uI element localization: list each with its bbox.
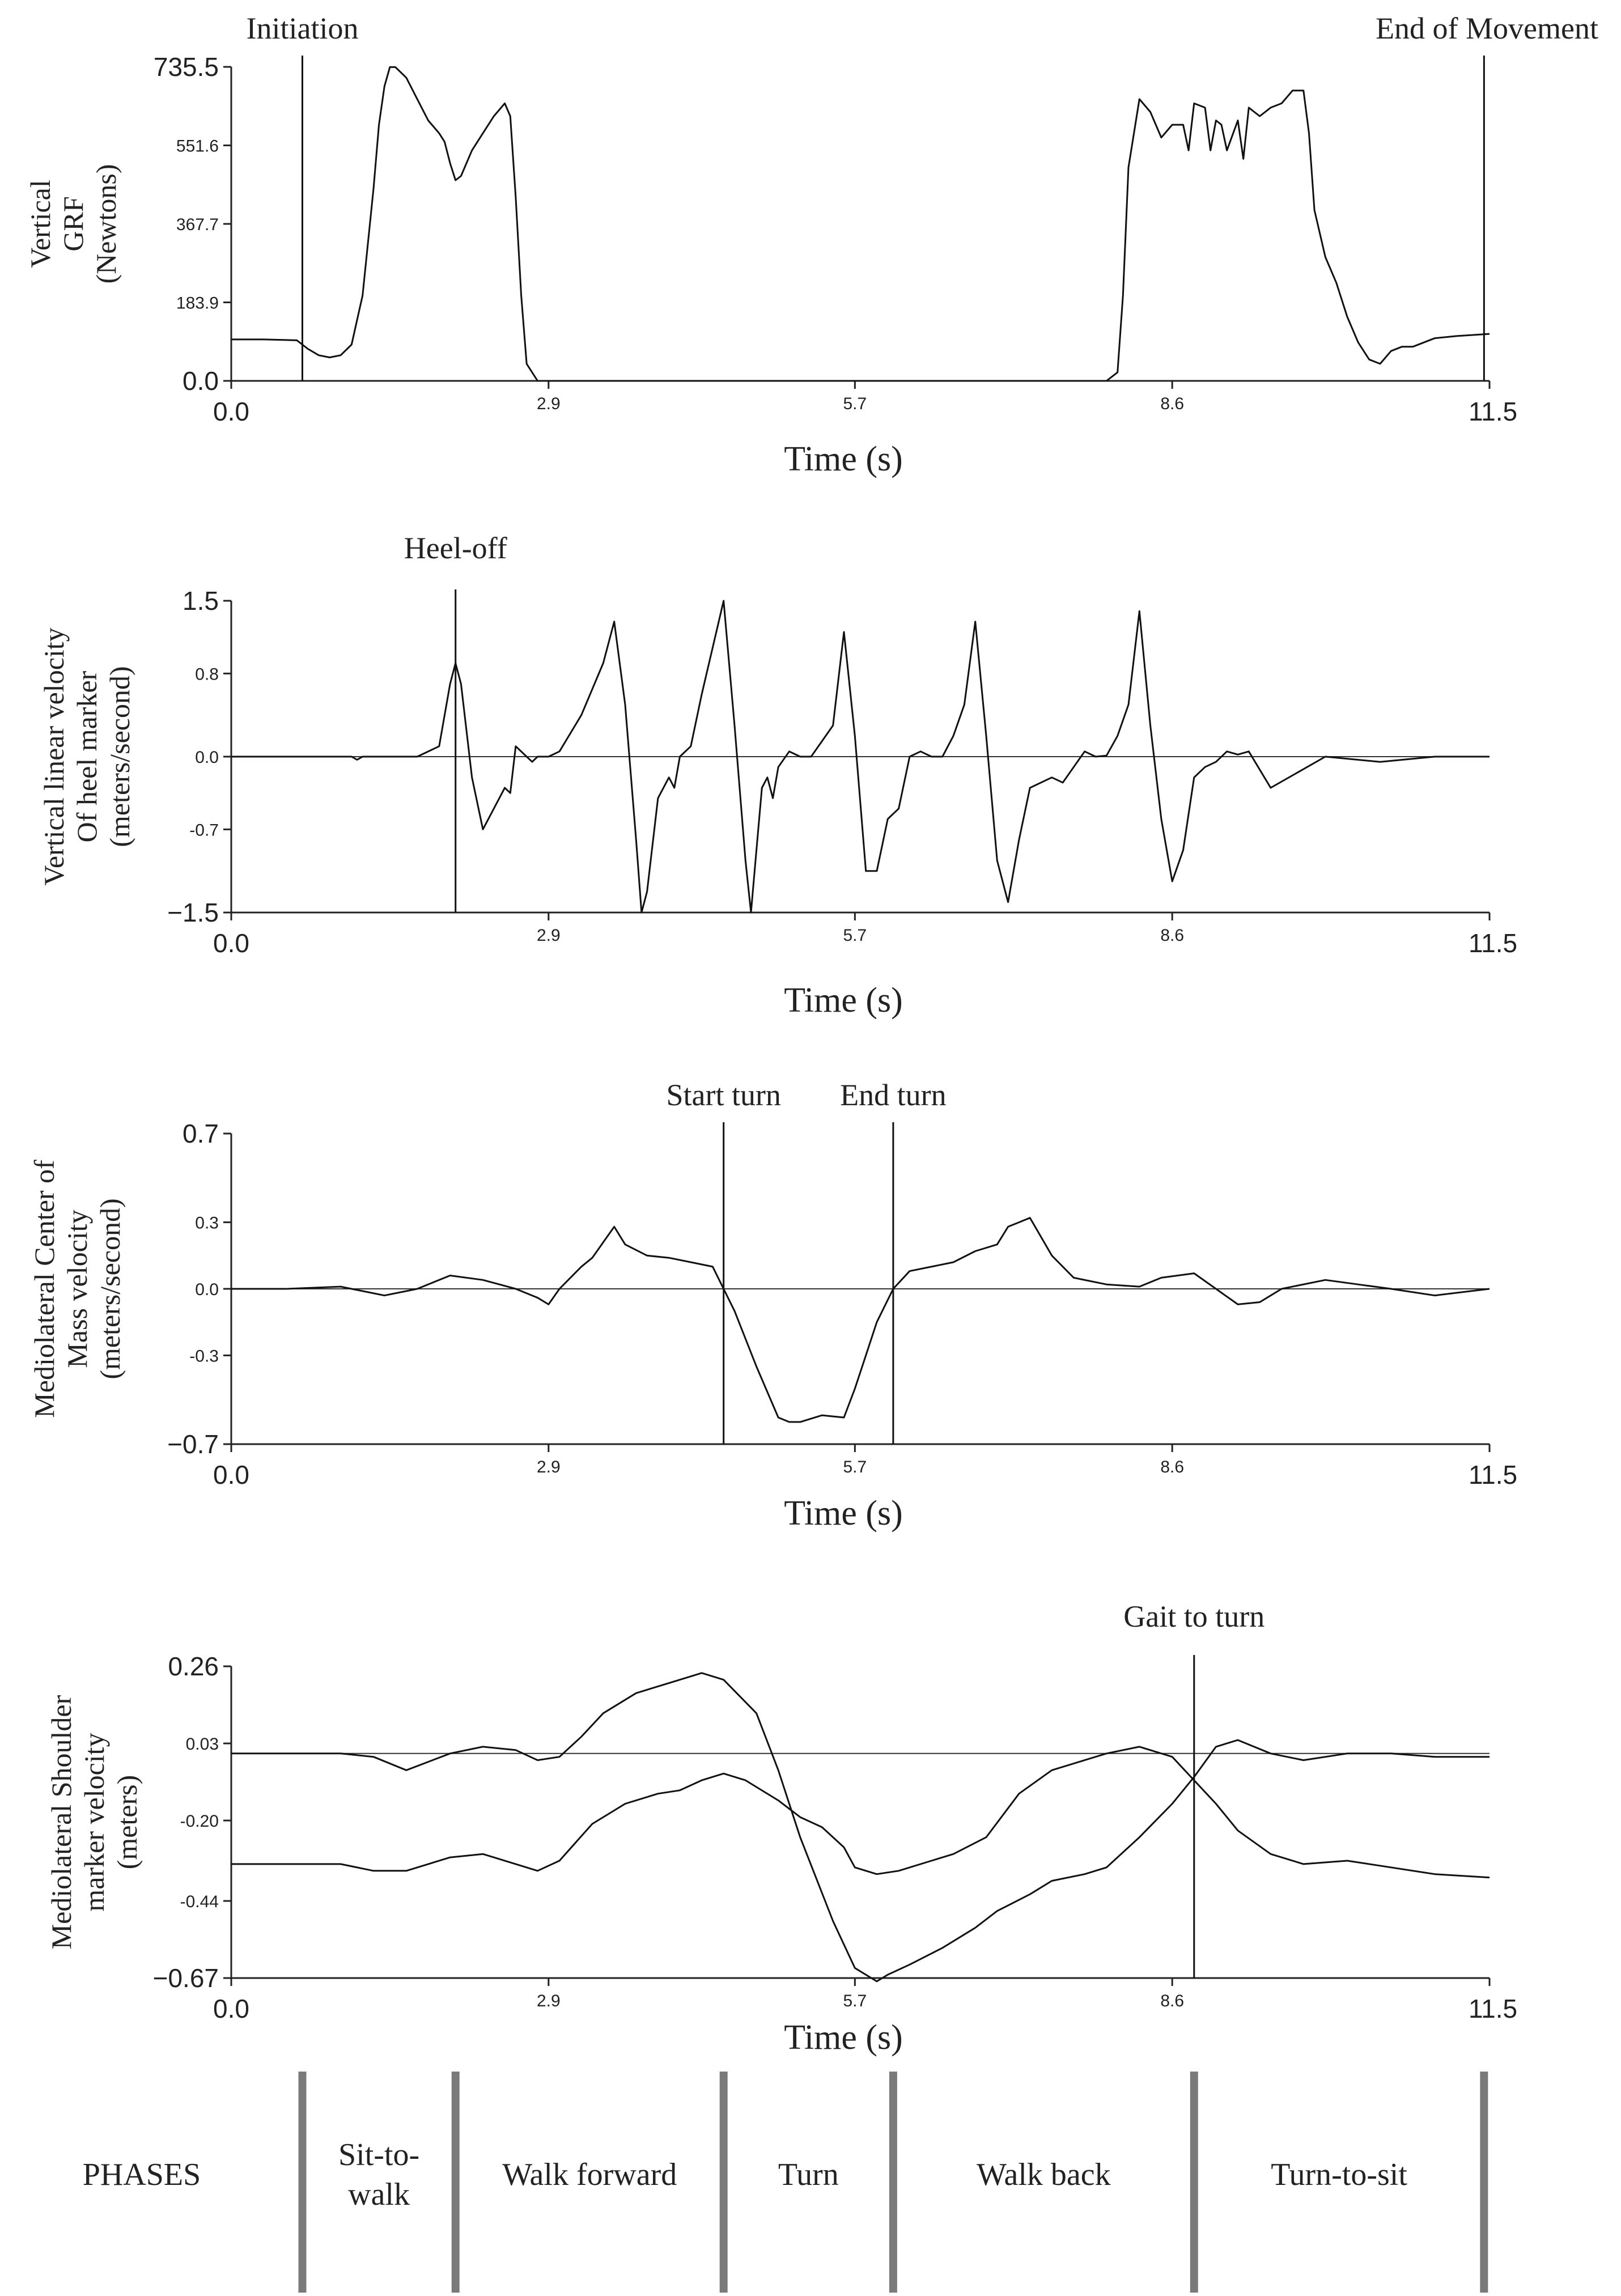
x-tick-label: 5.7 — [843, 926, 867, 945]
y-tick-label: 551.6 — [176, 137, 219, 156]
y-axis-label-line: Of heel marker — [71, 670, 103, 843]
x-axis-label: Time (s) — [784, 440, 903, 478]
x-tick-label: 8.6 — [1160, 926, 1185, 945]
y-tick-label: -0.7 — [189, 821, 219, 840]
y-tick-label: 183.9 — [176, 294, 219, 313]
y-tick-label: 0.3 — [195, 1213, 219, 1233]
y-tick-label: 367.7 — [176, 215, 219, 235]
x-tick-label: 11.5 — [1468, 397, 1518, 426]
x-tick-label: 2.9 — [536, 1458, 561, 1476]
y-axis-label-line: (meters/second) — [94, 1198, 126, 1380]
y-axis-label — [45, 1695, 143, 1949]
y-tick-label: 0.0 — [183, 366, 219, 396]
y-tick-label: 1.5 — [183, 586, 219, 616]
x-tick-label: 8.6 — [1160, 1458, 1185, 1476]
x-tick-label: 0.0 — [213, 928, 249, 958]
event-label: Gait to turn — [1123, 1599, 1265, 1633]
x-tick-label: 8.6 — [1160, 1992, 1185, 2010]
y-tick-label: 735.5 — [153, 52, 219, 82]
chart-panel-3 — [28, 1078, 1517, 1533]
y-tick-label: -0.44 — [180, 1892, 219, 1911]
phase-label — [1271, 2157, 1407, 2192]
phase-label — [502, 2157, 677, 2192]
y-tick-label: 0.0 — [195, 1280, 219, 1299]
y-tick-label: 0.8 — [195, 665, 219, 684]
y-tick-label: 0.0 — [195, 748, 219, 767]
x-axis-label: Time (s) — [784, 2018, 903, 2057]
phase-label-line: walk — [348, 2177, 410, 2212]
y-axis-label-line: Vertical — [24, 180, 56, 268]
y-axis-label-line: Mediolateral Center of — [28, 1160, 60, 1418]
x-tick-label: 0.0 — [213, 1994, 249, 2023]
series-line-1 — [231, 67, 1490, 381]
y-tick-label: -0.3 — [189, 1347, 219, 1366]
y-axis-label — [24, 164, 122, 283]
x-tick-label: 11.5 — [1468, 928, 1518, 958]
y-axis-label-line: GRF — [57, 196, 89, 252]
y-axis-label-line: (meters) — [111, 1775, 143, 1870]
phase-label-line: Walk back — [977, 2157, 1111, 2192]
x-axis-label: Time (s) — [784, 1494, 903, 1533]
y-tick-label: 0.03 — [185, 1735, 219, 1754]
x-tick-label: 11.5 — [1468, 1460, 1518, 1489]
event-label: End of Movement — [1376, 11, 1598, 45]
event-label: End turn — [840, 1078, 947, 1112]
chart-panels — [24, 11, 1598, 2057]
series-line-1 — [231, 1218, 1490, 1422]
y-tick-label: −0.7 — [167, 1429, 219, 1459]
x-tick-label: 8.6 — [1160, 394, 1185, 413]
series-line-2 — [231, 1747, 1490, 1878]
y-tick-label: -0.20 — [180, 1812, 219, 1831]
y-tick-label: 0.7 — [183, 1119, 219, 1148]
phase-label-line: Walk forward — [502, 2157, 677, 2192]
x-tick-label: 5.7 — [843, 394, 867, 413]
y-axis-label-line: (meters/second) — [104, 666, 135, 847]
chart-panel-2 — [38, 531, 1517, 1020]
phases-title: PHASES — [82, 2157, 201, 2192]
x-tick-label: 0.0 — [213, 397, 249, 426]
event-label: Start turn — [666, 1078, 781, 1112]
chart-panel-4 — [45, 1599, 1517, 2057]
x-tick-label: 11.5 — [1468, 1994, 1518, 2023]
phase-label — [977, 2157, 1111, 2192]
phase-label — [338, 2137, 419, 2212]
phase-label-line: Turn — [778, 2157, 839, 2192]
y-axis-label-line: Mediolateral Shoulder — [45, 1695, 77, 1950]
x-tick-label: 5.7 — [843, 1458, 867, 1476]
x-axis-label: Time (s) — [784, 981, 903, 1020]
series-line-1 — [231, 1673, 1490, 1981]
y-axis-label-line: Mass velocity — [61, 1209, 93, 1368]
phase-label-line: Sit-to- — [338, 2137, 420, 2172]
y-tick-label: −1.5 — [167, 898, 219, 927]
chart-panel-1 — [24, 11, 1598, 478]
x-tick-label: 2.9 — [536, 1992, 561, 2010]
x-tick-label: 0.0 — [213, 1460, 249, 1489]
y-axis-label-line: (Newtons) — [90, 164, 122, 284]
y-tick-label: −0.67 — [152, 1963, 219, 1993]
phases-table — [83, 2072, 1484, 2293]
y-axis-label — [28, 1160, 126, 1418]
event-label: Heel-off — [404, 531, 507, 565]
event-label: Initiation — [246, 11, 359, 45]
phase-label — [778, 2157, 839, 2192]
y-tick-label: 0.26 — [168, 1652, 219, 1681]
y-axis-label — [38, 627, 135, 885]
x-tick-label: 5.7 — [843, 1992, 867, 2010]
y-axis-label-line: marker velocity — [78, 1733, 110, 1912]
phase-label-line: Turn-to-sit — [1271, 2157, 1407, 2192]
y-axis-label-line: Vertical linear velocity — [38, 627, 70, 886]
x-tick-label: 2.9 — [536, 926, 561, 945]
x-tick-label: 2.9 — [536, 394, 561, 413]
